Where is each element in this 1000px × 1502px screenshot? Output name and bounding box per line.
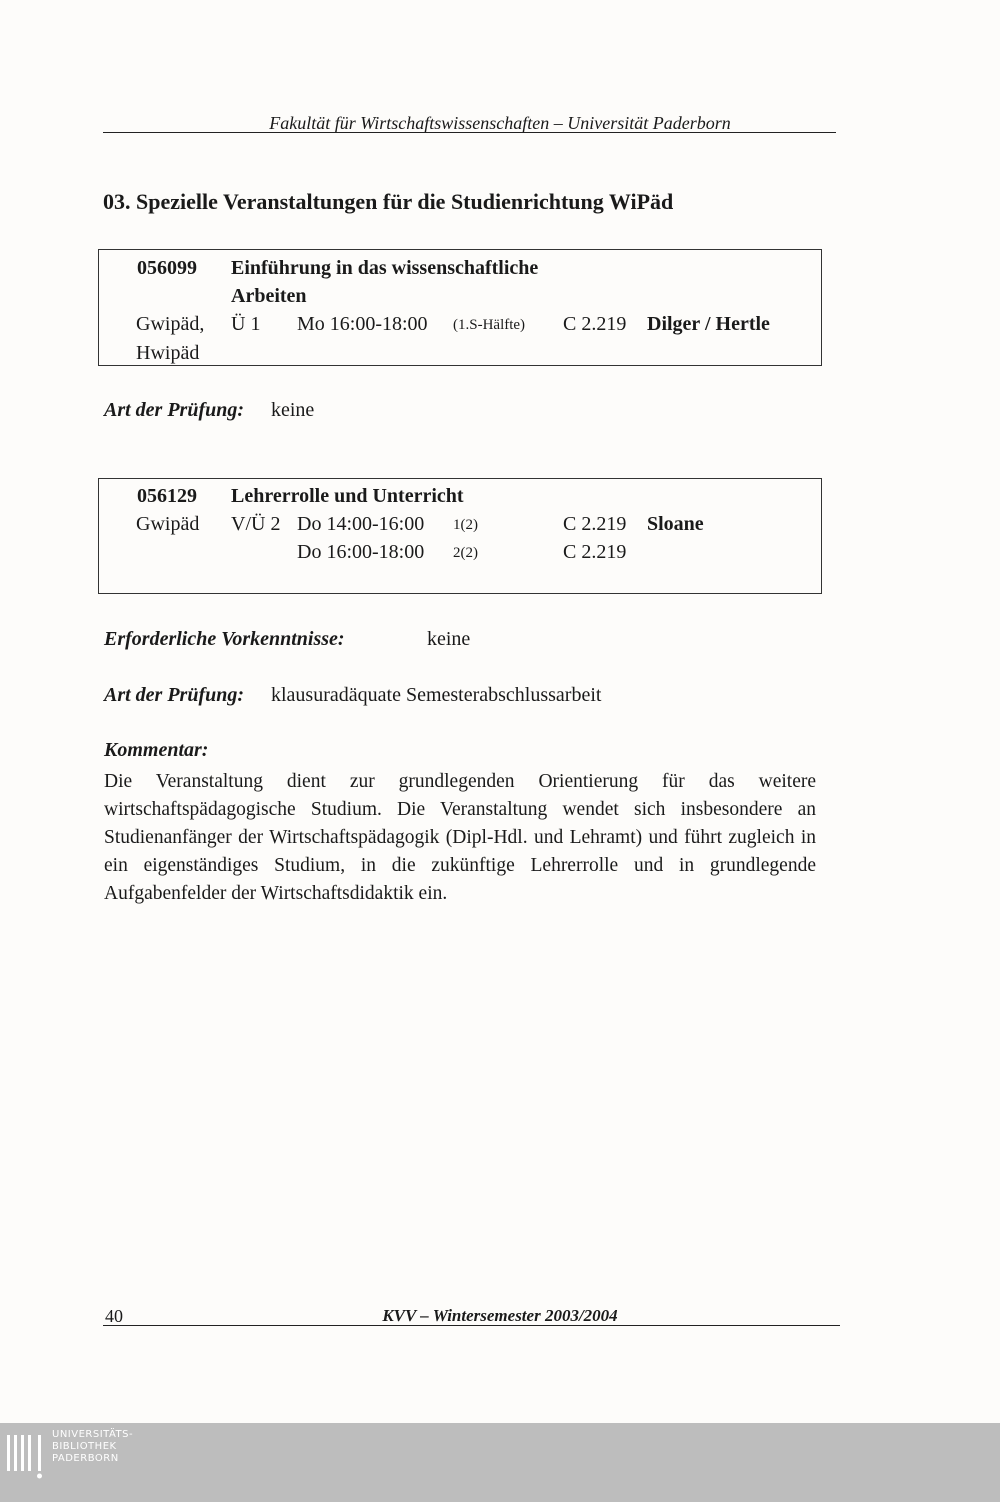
course-room: C 2.219: [563, 313, 627, 335]
course-id: 056099: [137, 257, 197, 279]
session-room: C 2.219: [563, 513, 627, 535]
course-title-cont: Arbeiten: [231, 285, 307, 307]
course-note: (1.S-Hälfte): [453, 317, 526, 333]
course-time: Mo 16:00-18:00: [297, 313, 428, 335]
exam-label: Art der Prüfung:: [104, 684, 245, 706]
library-name: [52, 1429, 133, 1465]
session-part: 2(2): [453, 545, 478, 561]
library-logo-icon: [5, 1429, 45, 1481]
footer-rule: [103, 1325, 840, 1326]
library-name-line: UNIVERSITÄTS-: [52, 1429, 134, 1440]
library-name-line: BIBLIOTHEK: [52, 1441, 117, 1452]
course-type: V/Ü 2: [231, 513, 281, 535]
exam-value: klausuradäquate Semesterabschlussarbeit: [271, 684, 602, 706]
library-name-line: PADERBORN: [52, 1453, 119, 1464]
header-rule: [103, 132, 836, 133]
course-lecturer: Sloane: [647, 513, 704, 535]
exam-value: keine: [271, 399, 315, 421]
prereq-label: Erforderliche Vorkenntnisse:: [104, 628, 345, 650]
page-number: 40: [105, 1306, 123, 1326]
session-part: 1(2): [453, 517, 478, 533]
session-time: Do 16:00-18:00: [297, 541, 425, 563]
comment-text: Die Veranstaltung dient zur grundlegenden Orientierung für das weitere wirtschaftspädagogische Studium. Die Veranstaltung wendet sich insbesondere an Studienanfänger der Wirtschaftspädagogik (Dipl-Hdl. und Lehramt) und führt zugleich in ein eigenständiges Studium, in die zukünftige Lehrerrolle und in grundlegende Aufgabenfelder der Wirtschaftsdidaktik ein.: [104, 771, 816, 904]
course-lecturer: Dilger / Hertle: [647, 313, 770, 335]
course-group-cont: Hwipäd: [136, 342, 200, 364]
course-group: Gwipäd,: [136, 313, 205, 335]
running-header: Fakultät für Wirtschaftswissenschaften – Universität Paderborn: [269, 113, 731, 133]
course-id: 056129: [137, 485, 197, 507]
footer-title: KVV – Wintersemester 2003/2004: [382, 1306, 618, 1325]
course-group: Gwipäd: [136, 513, 200, 535]
course-title: Einführung in das wissenschaftliche: [231, 257, 539, 279]
comment-label: Kommentar:: [104, 739, 209, 761]
session-room: C 2.219: [563, 541, 627, 563]
prereq-value: keine: [427, 628, 471, 650]
course-type: Ü 1: [231, 313, 261, 335]
library-bar: [0, 1423, 1000, 1502]
exam-label: Art der Prüfung:: [104, 399, 245, 421]
course-title: Lehrerrolle und Unterricht: [231, 485, 464, 507]
session-time: Do 14:00-16:00: [297, 513, 425, 535]
section-title: 03. Spezielle Veranstaltungen für die Studienrichtung WiPäd: [103, 189, 674, 214]
